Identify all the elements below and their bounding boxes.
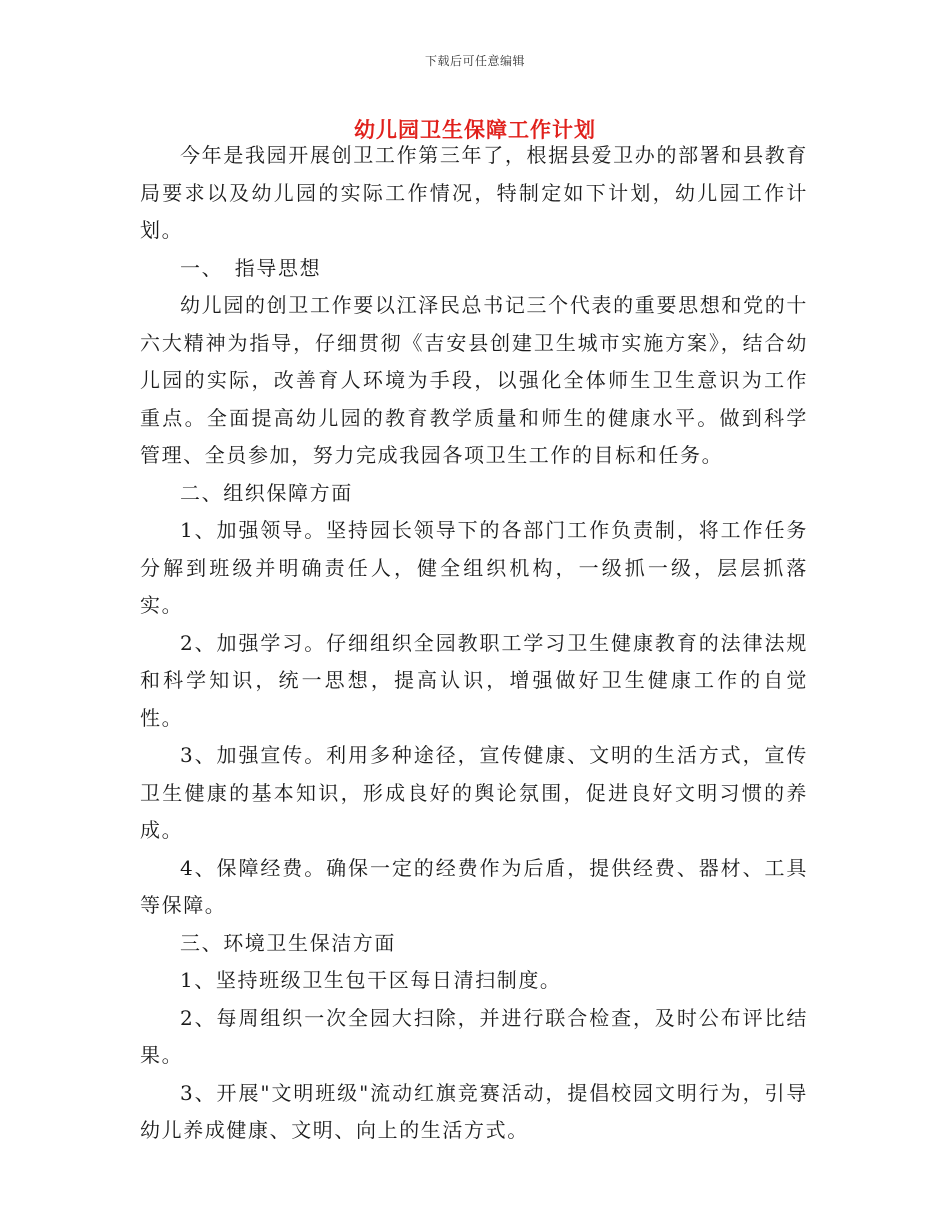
paragraph-org-item-4: 4、保障经费。确保一定的经费作为后盾，提供经费、器材、工具等保障。 (140, 855, 808, 917)
document-title: 幼儿园卫生保障工作计划 (354, 117, 596, 142)
header-note: 下载后可任意编辑 (424, 54, 525, 68)
section-heading-guiding-thought: 一、 指导思想 (180, 255, 322, 280)
paragraph-org-item-1: 1、加强领导。坚持园长领导下的各部门工作负责制，将工作任务分解到班级并明确责任人，健全组织机构，一级抓一级，层层抓落实。 (140, 518, 808, 617)
section-heading-environment: 三、环境卫生保洁方面 (180, 930, 396, 955)
paragraph-org-item-3: 3、加强宣传。利用多种途径，宣传健康、文明的生活方式，宣传卫生健康的基本知识，形成良好的舆论氛围，促进良好文明习惯的养成。 (140, 743, 808, 842)
document-body (140, 137, 808, 1150)
paragraph-guiding-thought: 幼儿园的创卫工作要以江泽民总书记三个代表的重要思想和党的十六大精神为指导，仔细贯彻《吉安县创建卫生城市实施方案》，结合幼儿园的实际，改善育人环境为手段，以强化全体师生卫生意识为工作重点。全面提高幼儿园的教育教学质量和师生的健康水平。做到科学管理、全员参加，努力完成我园各项卫生工作的目标和任务。 (140, 293, 808, 467)
paragraph-intro: 今年是我园开展创卫工作第三年了，根据县爱卫办的部署和县教育局要求以及幼儿园的实际工作情况，特制定如下计划，幼儿园工作计划。 (140, 143, 808, 242)
paragraph-env-item-3: 3、开展"文明班级"流动红旗竞赛活动，提倡校园文明行为，引导幼儿养成健康、文明、向上的生活方式。 (140, 1080, 808, 1142)
paragraph-org-item-2: 2、加强学习。仔细组织全园教职工学习卫生健康教育的法律法规和科学知识，统一思想，提高认识，增强做好卫生健康工作的自觉性。 (140, 630, 808, 730)
paragraph-env-item-2: 2、每周组织一次全园大扫除，并进行联合检查，及时公布评比结果。 (140, 1005, 808, 1067)
paragraph-env-item-1: 1、坚持班级卫生包干区每日清扫制度。 (180, 968, 562, 992)
section-heading-organization: 二、组织保障方面 (180, 480, 353, 505)
